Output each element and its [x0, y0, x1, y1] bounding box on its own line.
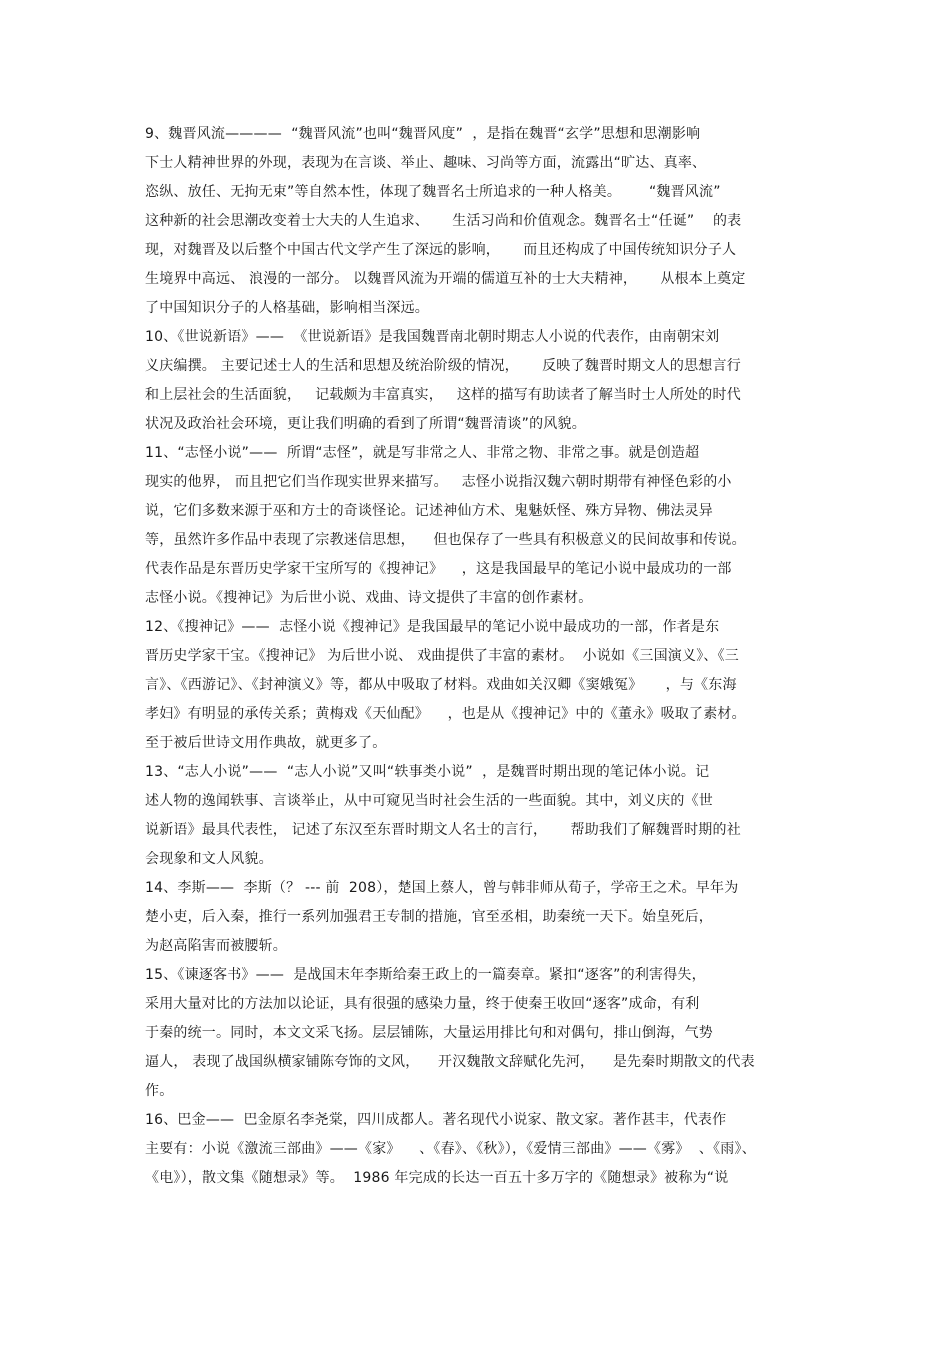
text-line: 和上层社会的生活面貌， 记载颇为丰富真实， 这样的描写有助读者了解当时士人所处的时代 — [145, 387, 741, 403]
text-line: 采用大量对比的方法加以论证，具有很强的感染力量，终于使秦王收回“逐客”成命，有利 — [145, 996, 700, 1012]
text-line: 说新语》最具代表性， 记述了东汉至东晋时期文人名士的言行， 帮助我们了解魏晋时期的社 — [145, 822, 741, 838]
text-line: 晋历史学家干宝。《搜神记》 为后世小说、 戏曲提供了丰富的素材。 小说如《三国演义》、《三 — [145, 648, 739, 664]
text-line: 14、李斯—— 李斯（？ --- 前 208），楚国上蔡人，曾与韩非师从荀子，学帝王之术。早年为 — [145, 880, 739, 896]
text-line: 言》、《西游记》、《封神演义》等，都从中吸取了材料。戏曲如关汉卿《窦娥冤》 ，与《东海 — [145, 677, 737, 693]
text-line: 现，对魏晋及以后整个中国古代文学产生了深远的影响， 而且还构成了中国传统知识分子人 — [145, 242, 737, 258]
text-line: 义庆编撰。 主要记述士人的生活和思想及统治阶级的情况， 反映了魏晋时期文人的思想言行 — [145, 358, 741, 374]
text-line: 15、《谏逐客书》—— 是战国末年李斯给秦王政上的一篇奏章。紧扣“逐客”的利害得失， — [145, 967, 706, 983]
text-line: 《电》），散文集《随想录》等。 1986 年完成的长达一百五十多万字的《随想录》被称为“说 — [145, 1170, 729, 1186]
text-line: 会现象和文人风貌。 — [145, 851, 273, 867]
text-line: 说，它们多数来源于巫和方士的奇谈怪论。记述神仙方术、鬼魅妖怪、殊方异物、佛法灵异 — [145, 503, 713, 519]
text-line: 13、“志人小说”—— “志人小说”又叫“轶事类小说” ，是魏晋时期出现的笔记体小说。记 — [145, 764, 710, 780]
text-line: 逼人， 表现了战国纵横家铺陈夸饰的文风， 开汉魏散文辞赋化先河， 是先秦时期散文的代表 — [145, 1054, 755, 1070]
text-line: 等，虽然许多作品中表现了宗教迷信思想， 但也保存了一些具有积极意义的民间故事和传说。 — [145, 532, 746, 548]
text-line: 至于被后世诗文用作典故，就更多了。 — [145, 735, 387, 751]
text-line: 状况及政治社会环境，更让我们明确的看到了所谓“魏晋清谈”的风貌。 — [145, 416, 586, 432]
text-line: 为赵高陷害而被腰斩。 — [145, 938, 287, 954]
text-line: 代表作品是东晋历史学家干宝所写的《搜神记》 ，这是我国最早的笔记小说中最成功的一部 — [145, 561, 732, 577]
text-line: 11、“志怪小说”—— 所谓“志怪”，就是写非常之人、非常之物、非常之事。就是创造超 — [145, 445, 700, 461]
text-line: 恣纵、放任、无拘无束”等自然本性，体现了魏晋名士所追求的一种人格美。 “魏晋风流” — [145, 184, 721, 200]
text-line: 下士人精神世界的外现，表现为在言谈、举止、趣味、习尚等方面，流露出“旷达、真率、 — [145, 155, 707, 171]
text-line: 述人物的逸闻轶事、言谈举止，从中可窥见当时社会生活的一些面貌。其中，刘义庆的《世 — [145, 793, 713, 809]
text-line: 10、《世说新语》—— 《世说新语》是我国魏晋南北朝时期志人小说的代表作，由南朝宋刘 — [145, 329, 720, 345]
text-line: 这种新的社会思潮改变着士大夫的人生追求、 生活习尚和价值观念。魏晋名士“任诞” 的表 — [145, 213, 742, 229]
text-line: 作。 — [145, 1083, 174, 1099]
text-line: 12、《搜神记》—— 志怪小说《搜神记》是我国最早的笔记小说中最成功的一部，作者是东 — [145, 619, 720, 635]
document-body — [145, 120, 825, 1193]
text-line: 志怪小说。《搜神记》为后世小说、戏曲、诗文提供了丰富的创作素材。 — [145, 590, 593, 606]
text-line: 主要有：小说《激流三部曲》——《家》 、《春》、《秋》），《爱情三部曲》——《雾》 、《雨》、 — [145, 1141, 756, 1157]
text-line: 9、魏晋风流———— “魏晋风流”也叫“魏晋风度” ，是指在魏晋“玄学”思想和思潮影响 — [145, 126, 701, 142]
text-line: 16、巴金—— 巴金原名李尧棠，四川成都人。著名现代小说家、散文家。著作甚丰，代表作 — [145, 1112, 727, 1128]
text-line: 孝妇》有明显的承传关系；黄梅戏《天仙配》 ，也是从《搜神记》中的《董永》吸取了素材。 — [145, 706, 746, 722]
text-line: 生境界中高远、 浪漫的一部分。 以魏晋风流为开端的儒道互补的士大夫精神， 从根本上奠定 — [145, 271, 746, 287]
text-line: 楚小吏，后入秦，推行一系列加强君王专制的措施，官至丞相，助秦统一天下。始皇死后， — [145, 909, 713, 925]
text-line: 了中国知识分子的人格基础，影响相当深远。 — [145, 300, 429, 316]
text-line: 现实的他界， 而且把它们当作现实世界来描写。 志怪小说指汉魏六朝时期带有神怪色彩的小 — [145, 474, 732, 490]
text-line: 于秦的统一。同时，本文文采飞扬。层层铺陈，大量运用排比句和对偶句，排山倒海，气势 — [145, 1025, 713, 1041]
